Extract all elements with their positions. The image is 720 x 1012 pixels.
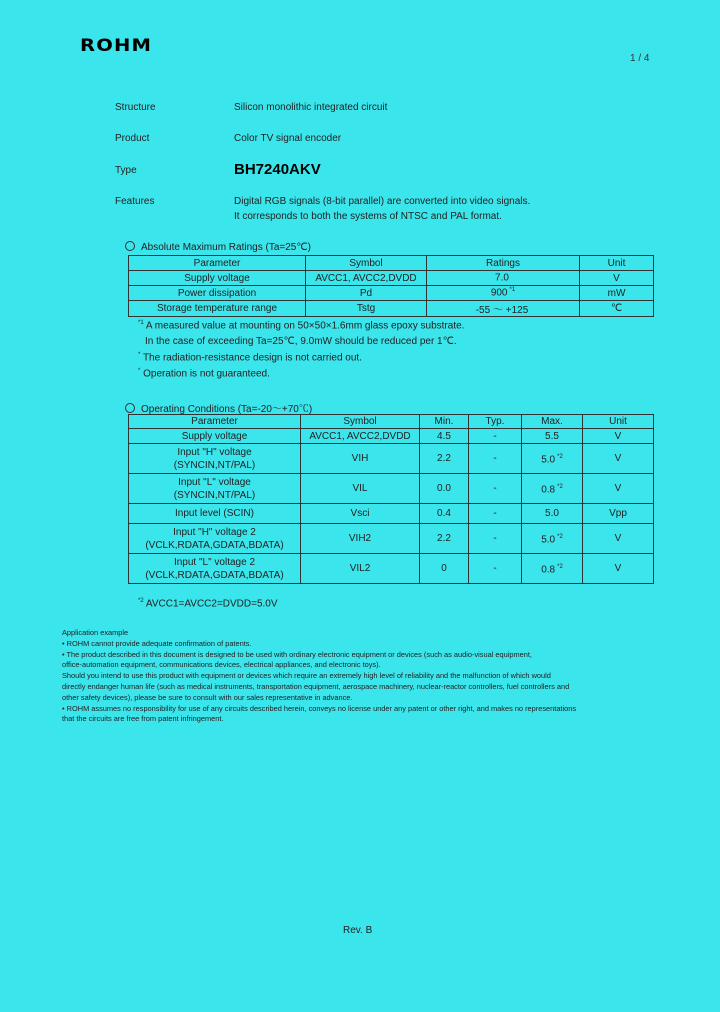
product-label: Product bbox=[115, 133, 150, 144]
application-line: other safety devices), please be sure to consult with our sales representative in advance. bbox=[62, 692, 353, 702]
application-line: that the circuits are free from patent infringement. bbox=[62, 714, 224, 724]
application-example bbox=[62, 628, 662, 725]
header-cell: Unit bbox=[580, 256, 654, 271]
application-line: • ROHM assumes no responsibility for use of any circuits described herein, conveys no license under any patent or other right, and makes no representations bbox=[62, 703, 577, 713]
unit-cell: V bbox=[583, 554, 654, 584]
table-row bbox=[129, 524, 654, 554]
rating-value: 900 bbox=[490, 287, 508, 299]
max-cell: 5.0 $^{*2}$ bbox=[522, 444, 583, 474]
features-line-2: It corresponds to both the systems of NTSC and PAL format. bbox=[234, 211, 502, 222]
header-cell: Min. bbox=[420, 415, 469, 429]
header-cell: Unit bbox=[583, 415, 654, 429]
table-row bbox=[129, 271, 654, 286]
rohm-logo: ROHM bbox=[80, 36, 153, 56]
max-cell: 5.0 bbox=[522, 504, 583, 524]
symbol-cell: AVCC1, AVCC2,DVDD bbox=[306, 271, 427, 286]
symbol-cell: Pd bbox=[306, 286, 427, 301]
features-line-1: Digital RGB signals (8-bit parallel) are converted into video signals. bbox=[234, 196, 531, 207]
abs-note-2: In the case of exceeding Ta=25℃, 9.0mW should be reduced per 1℃. bbox=[145, 336, 457, 347]
symbol-cell: Vsci bbox=[301, 504, 420, 524]
param-cell: Input "L" voltage (SYNCIN,NT/PAL) bbox=[129, 474, 301, 504]
unit-cell: V bbox=[580, 271, 654, 286]
min-cell: 0 bbox=[420, 554, 469, 584]
symbol-cell: VIH2 bbox=[301, 524, 420, 554]
application-line: • ROHM cannot provide adequate confirmation of patents. bbox=[62, 638, 252, 648]
max-cell: 5.0 $^{*2}$ bbox=[522, 524, 583, 554]
abs-note-1: $^{*1}$ A measured value at mounting on 50×50×1.6mm glass epoxy substrate. bbox=[138, 320, 465, 332]
param-cell: Input "H" voltage (SYNCIN,NT/PAL) bbox=[129, 444, 301, 474]
unit-cell: ℃ bbox=[580, 301, 654, 317]
abs-note-3: * The radiation-resistance design is not carried out. bbox=[138, 352, 362, 364]
typ-cell: - bbox=[469, 429, 522, 444]
param-cell: Input "L" voltage 2 (VCLK,RDATA,GDATA,BDATA) bbox=[129, 554, 301, 584]
table-row bbox=[129, 429, 654, 444]
page-number: 1 / 4 bbox=[630, 53, 650, 64]
table-row bbox=[129, 286, 654, 301]
symbol-cell: VIL bbox=[301, 474, 420, 504]
header-cell: Parameter bbox=[129, 256, 306, 271]
symbol-cell: VIL2 bbox=[301, 554, 420, 584]
rating-value: 7.0 bbox=[495, 272, 509, 284]
max-cell: 5.5 bbox=[522, 429, 583, 444]
unit-cell: V bbox=[583, 444, 654, 474]
rating-cell bbox=[427, 271, 580, 286]
application-line: directly endanger human life (such as medical instruments, transportation equipment, aerospace machinery, nuclear-reactor controllers, fuel controllers and bbox=[62, 681, 570, 691]
unit-cell: mW bbox=[580, 286, 654, 301]
op-cond-table bbox=[128, 414, 654, 584]
min-cell: 2.2 bbox=[420, 444, 469, 474]
symbol-cell: Tstg bbox=[306, 301, 427, 317]
header-cell: Max. bbox=[522, 415, 583, 429]
min-cell: 0.0 bbox=[420, 474, 469, 504]
param-cell: Input "H" voltage 2 (VCLK,RDATA,GDATA,BDATA) bbox=[129, 524, 301, 554]
header-cell: Symbol bbox=[301, 415, 420, 429]
application-line: office-automation equipment, communications devices, electrical appliances, and electronic toys). bbox=[62, 660, 381, 670]
abs-max-table bbox=[128, 255, 654, 317]
application-line: • The product described in this document is designed to be used with ordinary electronic equipment or devices (such as audio-visual equipment, bbox=[62, 649, 532, 659]
rating-cell bbox=[427, 301, 580, 317]
table-row bbox=[129, 554, 654, 584]
table-header-row bbox=[129, 256, 654, 271]
application-line: Should you intend to use this product with equipment or devices which require an extremely high level of reliability and the malfunction of which would bbox=[62, 671, 551, 681]
typ-cell: - bbox=[469, 474, 522, 504]
symbol-cell: AVCC1, AVCC2,DVDD bbox=[301, 429, 420, 444]
revision: Rev. B bbox=[343, 925, 373, 936]
header-cell: Typ. bbox=[469, 415, 522, 429]
circle-bullet-icon bbox=[125, 241, 135, 251]
min-cell: 4.5 bbox=[420, 429, 469, 444]
features-label: Features bbox=[115, 196, 155, 207]
structure-value: Silicon monolithic integrated circuit bbox=[234, 102, 388, 113]
table-row bbox=[129, 444, 654, 474]
note-mark: *1 bbox=[509, 287, 516, 294]
typ-cell: - bbox=[469, 444, 522, 474]
application-title: Application example bbox=[62, 628, 129, 637]
min-cell: 0.4 bbox=[420, 504, 469, 524]
table-row bbox=[129, 301, 654, 317]
structure-label: Structure bbox=[115, 102, 156, 113]
table-header-row bbox=[129, 415, 654, 429]
max-cell: 0.8 $^{*2}$ bbox=[522, 554, 583, 584]
param-cell: Supply voltage bbox=[129, 271, 306, 286]
abs-max-title: Absolute Maximum Ratings (Ta=25℃) bbox=[125, 241, 311, 253]
symbol-cell: VIH bbox=[301, 444, 420, 474]
param-cell: Storage temperature range bbox=[129, 301, 306, 317]
unit-cell: Vpp bbox=[583, 504, 654, 524]
table-row bbox=[129, 504, 654, 524]
model-number: BH7240AKV bbox=[234, 161, 321, 178]
header-cell: Parameter bbox=[129, 415, 301, 429]
type-label: Type bbox=[115, 165, 137, 176]
rating-value: -55 ～ +125 bbox=[475, 305, 529, 316]
abs-note-4: * Operation is not guaranteed. bbox=[138, 368, 270, 380]
header-cell: Symbol bbox=[306, 256, 427, 271]
unit-cell: V bbox=[583, 474, 654, 504]
min-cell: 2.2 bbox=[420, 524, 469, 554]
table-row bbox=[129, 474, 654, 504]
circle-bullet-icon bbox=[125, 403, 135, 413]
product-value: Color TV signal encoder bbox=[234, 133, 342, 144]
op-cond-title: Operating Conditions (Ta=-20～+70℃) bbox=[125, 400, 312, 415]
rating-cell bbox=[427, 286, 580, 301]
param-cell: Input level (SCIN) bbox=[129, 504, 301, 524]
unit-cell: V bbox=[583, 429, 654, 444]
param-cell: Power dissipation bbox=[129, 286, 306, 301]
typ-cell: - bbox=[469, 524, 522, 554]
op-note: $^{*2}$ AVCC1=AVCC2=DVDD=5.0V bbox=[138, 598, 278, 610]
unit-cell: V bbox=[583, 524, 654, 554]
param-cell: Supply voltage bbox=[129, 429, 301, 444]
max-cell: 0.8 $^{*2}$ bbox=[522, 474, 583, 504]
header-cell: Ratings bbox=[427, 256, 580, 271]
typ-cell: - bbox=[469, 504, 522, 524]
typ-cell: - bbox=[469, 554, 522, 584]
